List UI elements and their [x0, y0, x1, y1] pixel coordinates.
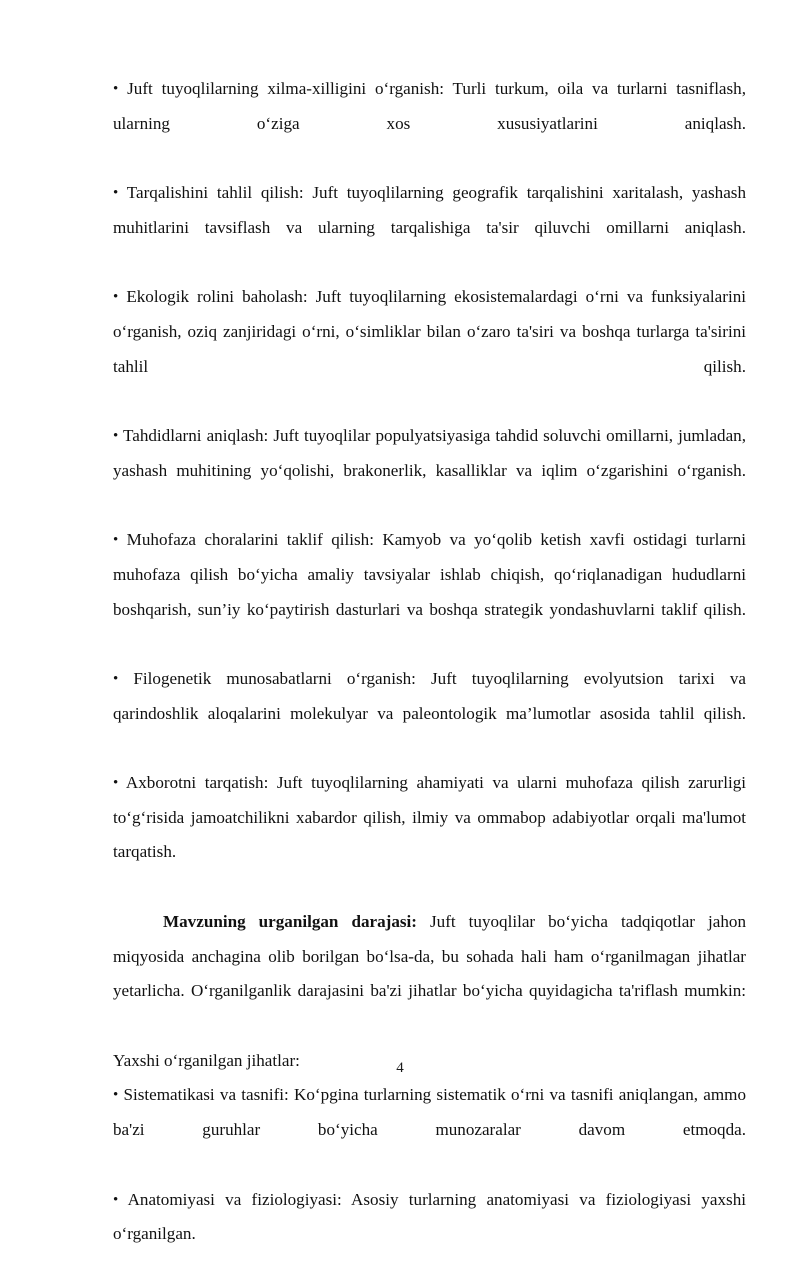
list-item-text: Filogenetik munosabatlarni o‘rganish: Juft tuyoqlilarning evolyutsion tarixi va qarindoshlik aloqalarini molekulyar va paleontologik ma’lumotlar asosida tahlil qilish. — [113, 668, 746, 723]
bullet-icon: • — [113, 1191, 119, 1208]
list-item-text: Tarqalishini tahlil qilish: Juft tuyoqlilarning geografik tarqalishini xaritalash, yashash muhitlarini tavsiflash va ularning tarqalishiga ta'sir qiluvchi omillarni aniqlash. — [113, 183, 747, 237]
list-item-text: Juft tuyoqlilarning xilma-xilligini o‘rganish: Turli turkum, oila va turlarni tasniflash, ularning o‘ziga xos xususiyatlarini aniqlash. — [113, 79, 746, 133]
list-item-text: Ekologik rolini baholash: Juft tuyoqlilarning ekosistemalardagi o‘rni va funksiyalarini o‘rganish, oziq zanjiridagi o‘rni, o‘simliklar bilan o‘zaro ta'siri va boshqa turlarga ta'sirini tahlil qilish. — [113, 287, 746, 376]
list-item — [113, 176, 746, 280]
bullet-spacer — [118, 183, 126, 202]
bullet-icon: • — [113, 775, 119, 792]
list-item-text: Muhofaza choralarini taklif qilish: Kamyob va yo‘qolib ketish xavfi ostidagi turlarni muhofaza qilish bo‘yicha amaliy tavsiyalar ishlab chiqish, qo‘riqlanadigan hududlarni boshqarish, sun’iy ko‘paytirish dasturlari va boshqa strategik yondashuvlarni taklif qilish. — [113, 530, 746, 619]
document-body — [113, 72, 746, 1287]
subsection-label-text: Yaxshi o‘rganilgan jihatlar: — [113, 1050, 300, 1070]
list-item — [113, 766, 746, 905]
list-item — [113, 1078, 746, 1182]
bullet-icon: • — [113, 81, 119, 97]
bullet-spacer — [118, 79, 127, 98]
list-item-text: Axborotni tarqatish: Juft tuyoqlilarning ahamiyati va ularni muhofaza qilish zarurligi to‘g‘risida jamoatchilikni xabardor qilish, ilmiy va ommabop adabiyotlar orqali ma'lumot tarqatish. — [113, 773, 746, 862]
bullet-icon: • — [113, 670, 119, 687]
list-item — [113, 1183, 746, 1287]
section-heading: Mavzuning urganilgan darajasi: — [163, 911, 417, 931]
list-item-text: Sistematikasi va tasnifi: Ko‘pgina turlarning sistematik o‘rni va tasnifi aniqlangan, ammo ba'zi guruhlar bo‘yicha munozaralar davom etmoqda. — [113, 1085, 747, 1140]
bullet-spacer — [118, 669, 133, 688]
list-item — [113, 280, 746, 419]
bullet-icon: • — [113, 185, 119, 202]
list-item — [113, 662, 746, 766]
page-number: 4 — [396, 1060, 404, 1076]
list-item — [113, 72, 746, 176]
bullet-icon: • — [113, 532, 119, 549]
bullet-icon: • — [113, 289, 119, 306]
list-item-text: Tahdidlarni aniqlash: Juft tuyoqlilar populyatsiyasiga tahdid soluvchi omillarni, jumladan, yashash muhitining yo‘qolishi, brakonerlik, kasalliklar va iqlim o‘zgarishini o‘rganish. — [113, 426, 747, 480]
bullet-spacer — [118, 530, 126, 549]
list-item — [113, 419, 746, 523]
bullet-icon: • — [113, 1087, 119, 1104]
bullet-spacer — [118, 773, 126, 792]
bullet-icon: • — [113, 428, 119, 445]
list-item-text: Anatomiyasi va fiziologiyasi: Asosiy turlarning anatomiyasi va fiziologiyasi yaxshi o‘rganilgan. — [113, 1189, 746, 1244]
list-item — [113, 523, 746, 662]
section-paragraph — [113, 905, 746, 1044]
section-paragraph-text: Juft tuyoqlilar bo‘yicha tadqiqotlar jahon miqyosida anchagina olib borilgan bo‘lsa-da, bu sohada hali ham o‘rganilmagan jihatlar yetarlicha. O‘rganilganlik darajasini ba'zi jihatlar bo‘yicha quyidagicha ta'riflash mumkin: — [113, 911, 746, 1001]
bullet-spacer — [118, 1190, 127, 1209]
